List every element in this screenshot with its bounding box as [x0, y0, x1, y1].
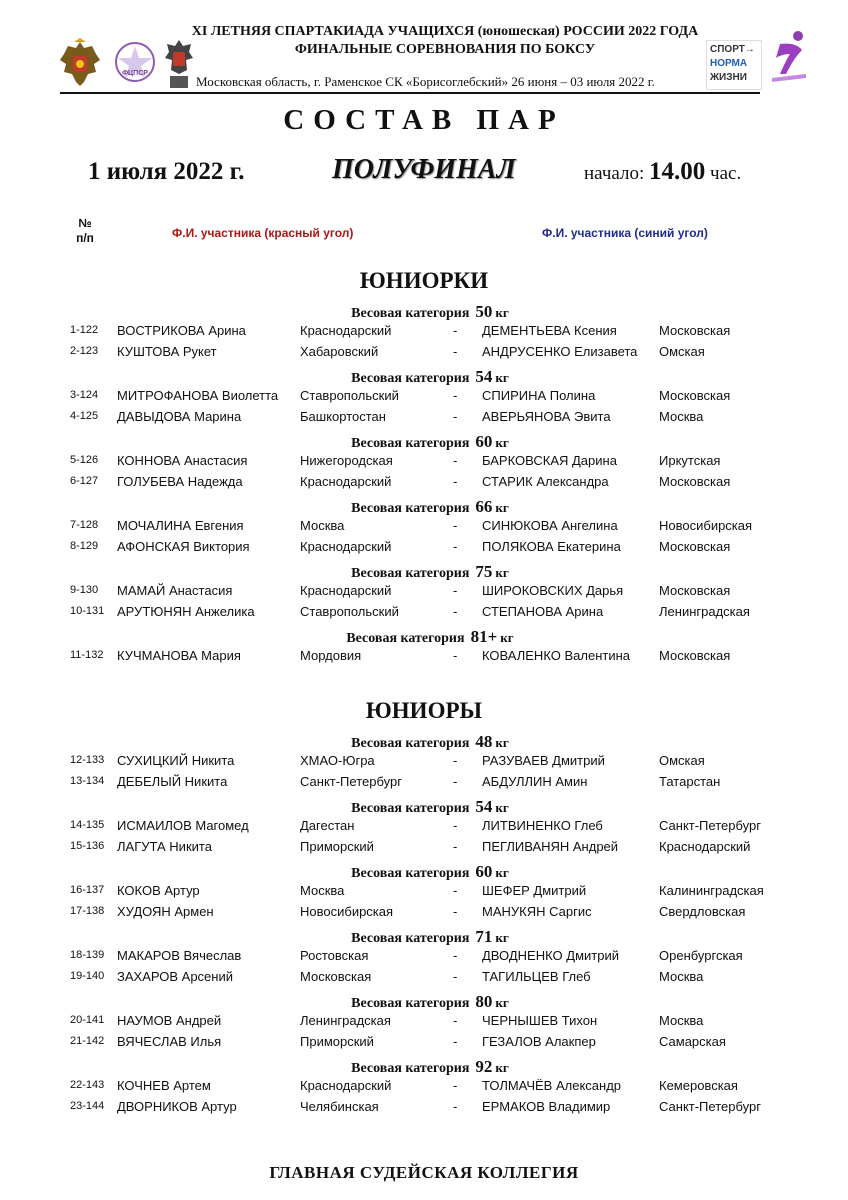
red-corner-name: НАУМОВ Андрей	[117, 1013, 222, 1028]
blue-corner-name: ГЕЗАЛОВ Алакпер	[482, 1034, 596, 1049]
bout-row	[0, 753, 848, 771]
bout-number: 11-132	[70, 649, 104, 661]
bout-number: 5-126	[70, 454, 99, 466]
red-corner-region: Ленинградская	[300, 1013, 391, 1028]
blue-corner-name: АВЕРЬЯНОВА Эвита	[482, 409, 611, 424]
blue-corner-region: Московская	[659, 388, 731, 403]
red-corner-region: Краснодарский	[300, 1078, 392, 1093]
weight-category-label: Весовая категория	[351, 866, 470, 881]
red-corner-name: ИСМАИЛОВ Магомед	[117, 818, 249, 833]
red-corner-region: Москва	[300, 518, 345, 533]
weight-category-heading	[240, 927, 620, 947]
weight-category-value: 48	[475, 732, 493, 751]
bout-row	[0, 839, 848, 857]
vs-dash: -	[453, 604, 458, 619]
red-corner-name: КОЧНЕВ Артем	[117, 1078, 211, 1093]
weight-category-unit: кг	[495, 435, 509, 450]
blue-corner-name: ТАГИЛЬЦЕВ Глеб	[482, 969, 591, 984]
blue-corner-name: ДЕМЕНТЬЕВА Ксения	[482, 323, 617, 338]
blue-corner-region: Калининградская	[659, 883, 764, 898]
red-corner-name: ХУДОЯН Армен	[117, 904, 214, 919]
bout-number: 10-131	[70, 605, 105, 617]
weight-category-value: 92	[475, 1057, 493, 1076]
vs-dash: -	[453, 453, 458, 468]
vs-dash: -	[453, 323, 458, 338]
weight-category-heading	[240, 797, 620, 817]
blue-corner-region: Москва	[659, 1013, 704, 1028]
bout-row	[0, 518, 848, 536]
blue-corner-name: БАРКОВСКАЯ Дарина	[482, 453, 617, 468]
vs-dash: -	[453, 1034, 458, 1049]
weight-category-label: Весовая категория	[351, 1061, 470, 1076]
red-corner-name: ДАВЫДОВА Марина	[117, 409, 242, 424]
bout-number: 12-133	[70, 754, 105, 766]
weight-category-value: 50	[475, 302, 493, 321]
vs-dash: -	[453, 409, 458, 424]
weight-category-unit: кг	[495, 865, 509, 880]
bout-number: 13-134	[70, 775, 105, 787]
column-header-blue-corner: Ф.И. участника (синий угол)	[542, 226, 708, 240]
red-corner-name: МИТРОФАНОВА Виолетта	[117, 388, 279, 403]
weight-category-value: 54	[475, 367, 493, 386]
weight-category-unit: кг	[495, 800, 509, 815]
red-corner-region: Краснодарский	[300, 539, 392, 554]
weight-category-value: 81+	[470, 627, 498, 646]
weight-category-heading	[240, 992, 620, 1012]
bout-row	[0, 904, 848, 922]
section-title: ЮНИОРЫ	[365, 698, 483, 723]
red-corner-name: КОКОВ Артур	[117, 883, 200, 898]
bout-number: 15-136	[70, 840, 105, 852]
red-corner-region: Челябинская	[300, 1099, 379, 1114]
weight-category-unit: кг	[495, 305, 509, 320]
weight-category-heading	[240, 302, 620, 322]
weight-category-heading	[240, 562, 620, 582]
vs-dash: -	[453, 388, 458, 403]
bout-row	[0, 1034, 848, 1052]
weight-category-label: Весовая категория	[346, 631, 465, 646]
blue-corner-name: ШЕФЕР Дмитрий	[482, 883, 587, 898]
bout-number: 7-128	[70, 519, 99, 531]
bout-number: 19-140	[70, 970, 105, 982]
bout-row	[0, 604, 848, 622]
bout-row	[0, 409, 848, 427]
blue-corner-name: ЕРМАКОВ Владимир	[482, 1099, 611, 1114]
vs-dash: -	[453, 904, 458, 919]
bout-number: 20-141	[70, 1014, 105, 1026]
bout-row	[0, 774, 848, 792]
red-corner-region: Москва	[300, 883, 345, 898]
blue-corner-region: Омская	[659, 753, 705, 768]
red-corner-region: Хабаровский	[300, 344, 379, 359]
bout-row	[0, 969, 848, 987]
red-corner-name: ЗАХАРОВ Арсений	[117, 969, 233, 984]
red-corner-name: АФОНСКАЯ Виктория	[117, 539, 250, 554]
blue-corner-region: Санкт-Петербург	[659, 1099, 761, 1114]
bout-row	[0, 648, 848, 666]
bout-row	[0, 539, 848, 557]
fcspor-logo	[112, 40, 158, 86]
blue-corner-name: ЛИТВИНЕНКО Глеб	[482, 818, 603, 833]
red-corner-region: Ростовская	[300, 948, 369, 963]
blue-corner-name: СПИРИНА Полина	[482, 388, 596, 403]
red-corner-region: Дагестан	[300, 818, 355, 833]
blue-corner-region: Иркутская	[659, 453, 721, 468]
vs-dash: -	[453, 839, 458, 854]
red-corner-name: ГОЛУБЕВА Надежда	[117, 474, 243, 489]
red-corner-name: ВОСТРИКОВА Арина	[117, 323, 246, 338]
weight-category-label: Весовая категория	[351, 436, 470, 451]
blue-corner-region: Свердловская	[659, 904, 746, 919]
header-competition-title: ФИНАЛЬНЫЕ СОРЕВНОВАНИЯ ПО БОКСУ	[294, 42, 596, 57]
weight-category-unit: кг	[495, 735, 509, 750]
weight-category-heading	[240, 1057, 620, 1077]
vs-dash: -	[453, 1099, 458, 1114]
vs-dash: -	[453, 753, 458, 768]
bout-number: 16-137	[70, 884, 105, 896]
weight-category-label: Весовая категория	[351, 736, 470, 751]
document-title: СОСТАВ ПАР	[283, 104, 565, 136]
weight-category-label: Весовая категория	[351, 801, 470, 816]
bout-number: 3-124	[70, 389, 99, 401]
blue-corner-name: СТЕПАНОВА Арина	[482, 604, 604, 619]
weight-category-unit: кг	[495, 370, 509, 385]
blue-corner-name: РАЗУВАЕВ Дмитрий	[482, 753, 605, 768]
bout-row	[0, 474, 848, 492]
spartakiad-figure-logo	[768, 28, 810, 88]
column-header-red-corner: Ф.И. участника (красный угол)	[172, 226, 354, 240]
weight-category-label: Весовая категория	[351, 566, 470, 581]
vs-dash: -	[453, 818, 458, 833]
red-corner-name: ВЯЧЕСЛАВ Илья	[117, 1034, 222, 1049]
blue-corner-region: Московская	[659, 583, 731, 598]
red-corner-region: Краснодарский	[300, 474, 392, 489]
weight-category-value: 75	[475, 562, 493, 581]
weight-category-heading	[240, 732, 620, 752]
weight-category-heading	[240, 862, 620, 882]
bout-number: 22-143	[70, 1079, 105, 1091]
bout-row	[0, 818, 848, 836]
blue-corner-region: Московская	[659, 648, 731, 663]
red-corner-region: Приморский	[300, 839, 374, 854]
weight-category-heading	[240, 627, 620, 647]
bout-row	[0, 323, 848, 341]
blue-corner-region: Краснодарский	[659, 839, 751, 854]
red-corner-name: ДВОРНИКОВ Артур	[117, 1099, 237, 1114]
red-corner-name: КОННОВА Анастасия	[117, 453, 248, 468]
blue-corner-region: Московская	[659, 539, 731, 554]
blue-corner-name: ПОЛЯКОВА Екатерина	[482, 539, 621, 554]
vs-dash: -	[453, 539, 458, 554]
weight-category-value: 54	[475, 797, 493, 816]
bout-number: 17-138	[70, 905, 105, 917]
start-label: начало:	[584, 163, 645, 184]
blue-corner-name: МАНУКЯН Саргис	[482, 904, 592, 919]
blue-corner-name: ЧЕРНЫШЕВ Тихон	[482, 1013, 598, 1028]
bout-row	[0, 344, 848, 362]
weight-category-label: Весовая категория	[351, 306, 470, 321]
red-corner-name: КУШТОВА Рукет	[117, 344, 217, 359]
red-corner-region: Мордовия	[300, 648, 362, 663]
blue-corner-region: Кемеровская	[659, 1078, 738, 1093]
vs-dash: -	[453, 948, 458, 963]
fcspor-logo-text: ФЦПСР	[122, 70, 148, 77]
vs-dash: -	[453, 1078, 458, 1093]
bout-number: 21-142	[70, 1035, 105, 1047]
blue-corner-region: Оренбургская	[659, 948, 743, 963]
bout-number: 8-129	[70, 540, 99, 552]
blue-corner-name: ТОЛМАЧЁВ Александр	[482, 1078, 622, 1093]
weight-category-label: Весовая категория	[351, 931, 470, 946]
blue-corner-region: Самарская	[659, 1034, 726, 1049]
blue-corner-name: КОВАЛЕНКО Валентина	[482, 648, 630, 663]
red-corner-region: Московская	[300, 969, 372, 984]
blue-corner-region: Омская	[659, 344, 705, 359]
weight-category-unit: кг	[495, 565, 509, 580]
weight-category-label: Весовая категория	[351, 371, 470, 386]
bout-number: 18-139	[70, 949, 105, 961]
weight-category-unit: кг	[495, 500, 509, 515]
start-time	[584, 158, 741, 186]
red-corner-name: КУЧМАНОВА Мария	[117, 648, 241, 663]
blue-corner-region: Москва	[659, 969, 704, 984]
blue-corner-name: ДВОДНЕНКО Дмитрий	[482, 948, 619, 963]
blue-corner-region: Московская	[659, 323, 731, 338]
red-corner-region: ХМАО-Югра	[300, 753, 375, 768]
header-event-title: XI ЛЕТНЯЯ СПАРТАКИАДА УЧАЩИХСЯ (юношеская) РОССИИ 2022 ГОДА	[191, 24, 699, 39]
red-corner-name: СУХИЦКИЙ Никита	[117, 753, 235, 768]
column-header-number-text: № п/п	[76, 216, 94, 245]
red-corner-region: Санкт-Петербург	[300, 774, 402, 789]
red-corner-region: Нижегородская	[300, 453, 393, 468]
blue-corner-region: Новосибирская	[659, 518, 753, 533]
bout-row	[0, 1013, 848, 1031]
weight-category-value: 71	[475, 927, 493, 946]
header-divider	[60, 92, 760, 94]
sport-norma-zhizni-line1: СПОРТ→	[710, 44, 755, 55]
bout-row	[0, 948, 848, 966]
red-corner-name: МАМАЙ Анастасия	[117, 583, 233, 598]
section-title: ЮНИОРКИ	[359, 268, 489, 293]
red-corner-name: МАКАРОВ Вячеслав	[117, 948, 242, 963]
vs-dash: -	[453, 648, 458, 663]
red-corner-region: Башкортостан	[300, 409, 386, 424]
red-corner-region: Приморский	[300, 1034, 374, 1049]
start-time-unit: час.	[710, 163, 742, 184]
bout-row	[0, 1078, 848, 1096]
weight-category-value: 66	[475, 497, 493, 516]
vs-dash: -	[453, 1013, 458, 1028]
blue-corner-name: ШИРОКОВСКИХ Дарья	[482, 583, 624, 598]
red-corner-region: Ставропольский	[300, 604, 399, 619]
bout-number: 2-123	[70, 345, 99, 357]
vs-dash: -	[453, 883, 458, 898]
vs-dash: -	[453, 474, 458, 489]
vs-dash: -	[453, 969, 458, 984]
red-corner-region: Краснодарский	[300, 583, 392, 598]
bout-date: 1 июля 2022 г.	[88, 158, 245, 185]
weight-category-unit: кг	[495, 995, 509, 1010]
bout-row	[0, 1099, 848, 1117]
weight-category-label: Весовая категория	[351, 501, 470, 516]
weight-category-unit: кг	[495, 1060, 509, 1075]
blue-corner-name: ПЕГЛИВАНЯН Андрей	[482, 839, 619, 854]
column-header-number	[62, 216, 108, 246]
bout-row	[0, 388, 848, 406]
bout-number: 23-144	[70, 1100, 105, 1112]
red-corner-name: МОЧАЛИНА Евгения	[117, 518, 244, 533]
red-corner-region: Ставропольский	[300, 388, 399, 403]
bout-row	[0, 883, 848, 901]
bout-number: 4-125	[70, 410, 99, 422]
vs-dash: -	[453, 518, 458, 533]
weight-category-label: Весовая категория	[351, 996, 470, 1011]
weight-category-value: 60	[475, 862, 493, 881]
blue-corner-region: Москва	[659, 409, 704, 424]
bout-number: 14-135	[70, 819, 105, 831]
bout-number: 1-122	[70, 324, 99, 336]
weight-category-unit: кг	[500, 630, 514, 645]
header-venue-dates: Московская область, г. Раменское СК «Борисоглебский» 26 июня – 03 июля 2022 г.	[196, 74, 655, 89]
red-corner-name: ДЕБЕЛЫЙ Никита	[117, 774, 228, 789]
ministry-emblem-logo	[58, 38, 102, 90]
weight-category-heading	[240, 497, 620, 517]
sport-norma-zhizni-line3: ЖИЗНИ	[710, 72, 747, 83]
blue-corner-region: Ленинградская	[659, 604, 750, 619]
blue-corner-name: АНДРУСЕНКО Елизавета	[482, 344, 638, 359]
bout-number: 6-127	[70, 475, 99, 487]
blue-corner-region: Санкт-Петербург	[659, 818, 761, 833]
red-corner-region: Новосибирская	[300, 904, 394, 919]
weight-category-value: 80	[475, 992, 493, 1011]
weight-category-heading	[240, 432, 620, 452]
bout-number: 9-130	[70, 584, 99, 596]
bout-row	[0, 583, 848, 601]
blue-corner-region: Московская	[659, 474, 731, 489]
blue-corner-name: СТАРИК Александра	[482, 474, 609, 489]
blue-corner-name: СИНЮКОВА Ангелина	[482, 518, 618, 533]
weight-category-heading	[240, 367, 620, 387]
stage-title: ПОЛУФИНАЛ	[332, 154, 516, 185]
weight-category-value: 60	[475, 432, 493, 451]
bout-row	[0, 453, 848, 471]
vs-dash: -	[453, 774, 458, 789]
vs-dash: -	[453, 583, 458, 598]
blue-corner-name: АБДУЛЛИН Амин	[482, 774, 588, 789]
red-corner-name: ЛАГУТА Никита	[117, 839, 212, 854]
red-corner-region: Краснодарский	[300, 323, 392, 338]
weight-category-unit: кг	[495, 930, 509, 945]
footer-judges-panel: ГЛАВНАЯ СУДЕЙСКАЯ КОЛЛЕГИЯ	[269, 1163, 579, 1182]
sport-norma-zhizni-line2: НОРМА	[710, 58, 748, 69]
start-time-value: 14.00	[649, 158, 706, 185]
blue-corner-region: Татарстан	[659, 774, 721, 789]
red-corner-name: АРУТЮНЯН Анжелика	[117, 604, 255, 619]
vs-dash: -	[453, 344, 458, 359]
